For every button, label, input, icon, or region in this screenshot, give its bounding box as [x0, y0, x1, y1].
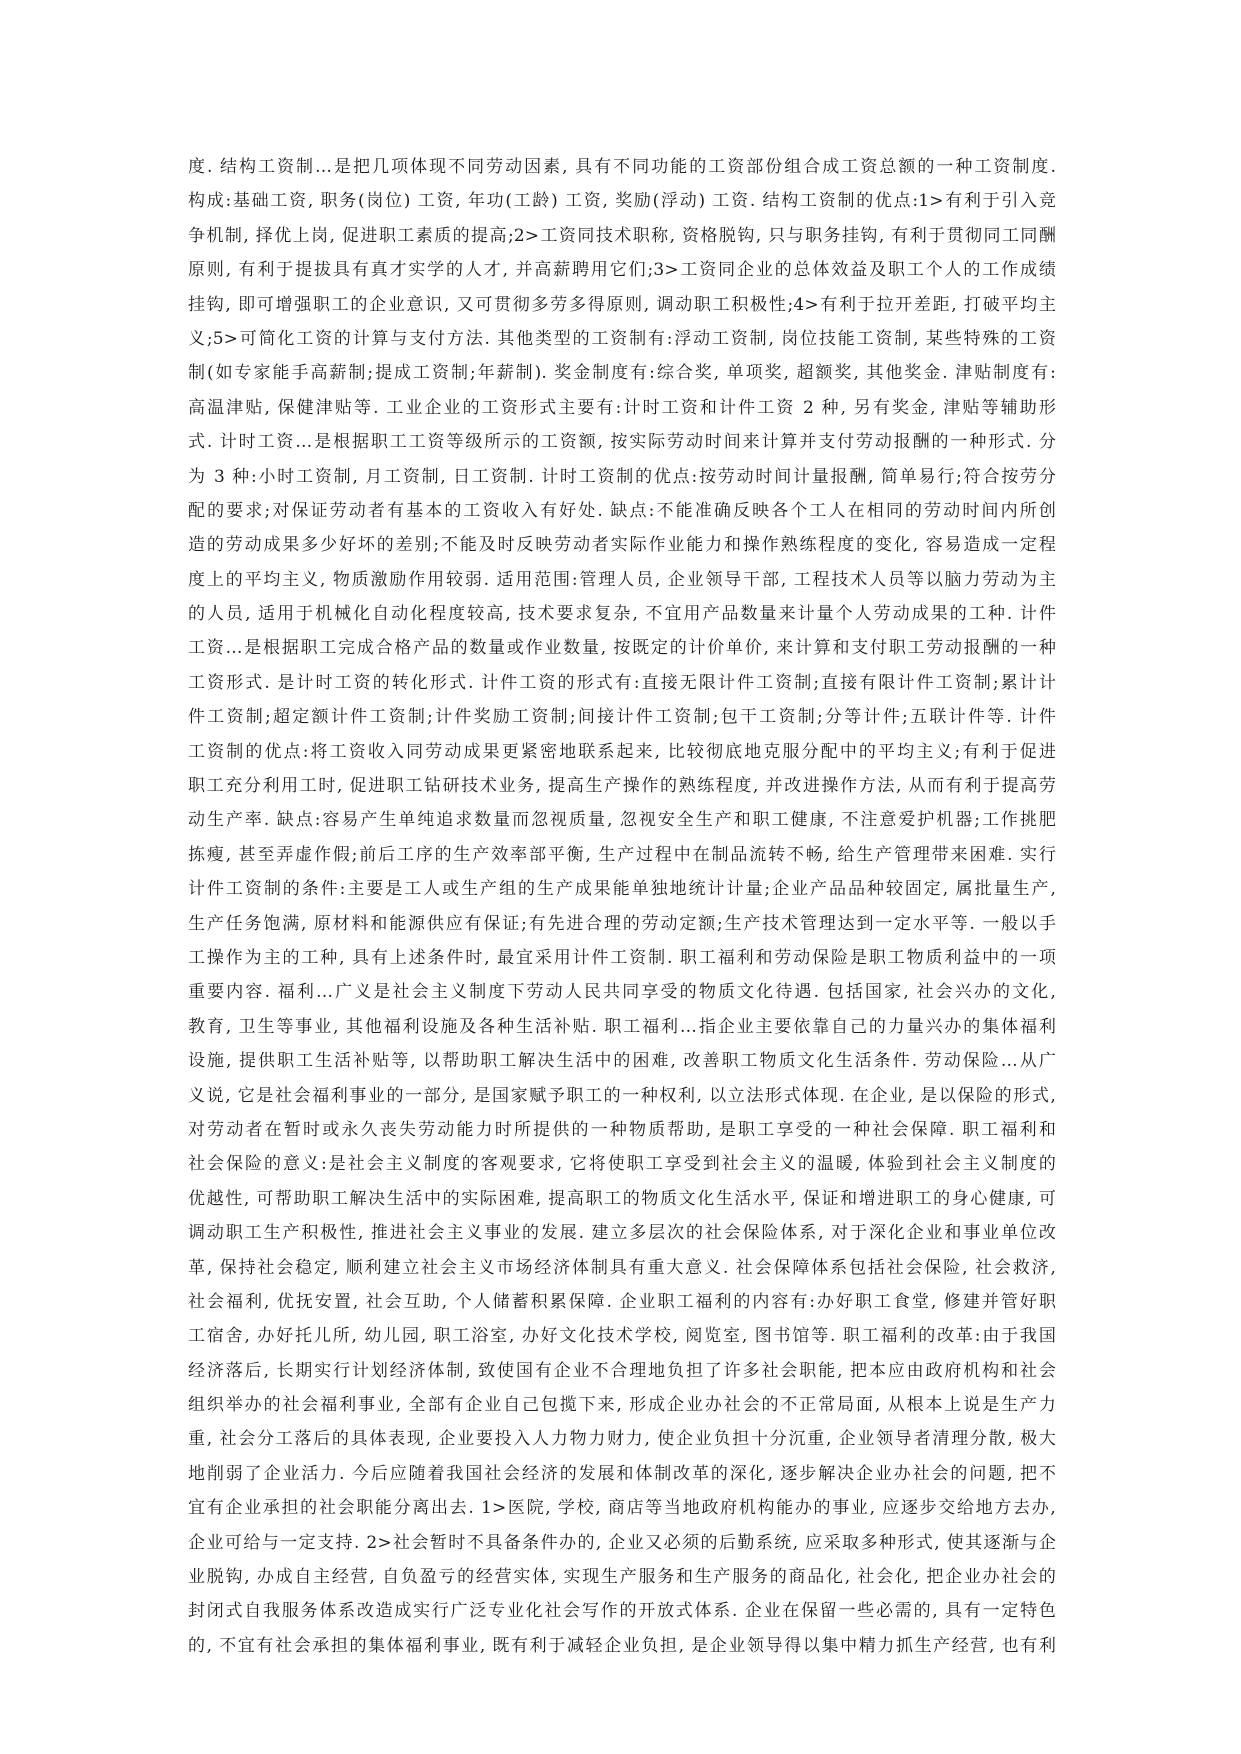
text-line: 调动职工生产积极性, 推进社会主义事业的发展. 建立多层次的社会保险体系, 对于深化企业和事业单位改 — [188, 1223, 1056, 1244]
text-line: 工资制的优点:将工资收入同劳动成果更紧密地联系起来, 比较彻底地克服分配中的平均主义;有利于促进 — [188, 741, 1056, 762]
text-line: 设施, 提供职工生活补贴等, 以帮助职工解决生活中的困难, 改善职工物质文化生活条件. 劳动保险…从广 — [188, 1051, 1056, 1072]
text-line: 工宿舍, 办好托儿所, 幼儿园, 职工浴室, 办好文化技术学校, 阅览室, 图书馆等. 职工福利的改革:由于我国 — [188, 1326, 1056, 1347]
text-line: 件工资制;超定额计件工资制;计件奖励工资制;间接计件工资制;包干工资制;分等计件;五联计件等. 计件 — [188, 707, 1056, 728]
text-line: 度上的平均主义, 物质激励作用较弱. 适用范围:管理人员, 企业领导干部, 工程技术人员等以脑力劳动为主 — [188, 569, 1056, 590]
text-line: 宜有企业承担的社会职能分离出去. 1>医院, 学校, 商店等当地政府机构能办的事业, 应逐步交给地方去办, — [188, 1498, 1056, 1519]
text-line: 制(如专家能手高薪制;提成工资制;年薪制). 奖金制度有:综合奖, 单项奖, 超额奖, 其他奖金. 津贴制度有: — [188, 363, 1056, 384]
text-line: 的, 不宜有社会承担的集体福利事业, 既有利于减轻企业负担, 是企业领导得以集中精力抓生产经营, 也有利 — [188, 1635, 1056, 1656]
text-line: 经济落后, 长期实行计划经济体制, 致使国有企业不合理地负担了许多社会职能, 把本应由政府机构和社会 — [188, 1360, 1056, 1381]
text-line: 重, 社会分工落后的具体表现, 企业要投入人力物力财力, 使企业负担十分沉重, 企业领导者清理分散, 极大 — [188, 1429, 1056, 1450]
text-line: 计件工资制的条件:主要是工人或生产组的生产成果能单独地统计计量;企业产品品种较固定, 属批量生产, — [188, 879, 1056, 900]
text-line: 争机制, 择优上岗, 促进职工素质的提高;2>工资同技术职称, 资格脱钩, 只与职务挂钩, 有利于贯彻同工同酬 — [188, 225, 1056, 246]
text-line: 式. 计时工资…是根据职工工资等级所示的工资额, 按实际劳动时间来计算并支付劳动报酬的一种形式. 分 — [188, 432, 1056, 453]
text-line: 地削弱了企业活力. 今后应随着我国社会经济的发展和体制改革的深化, 逐步解决企业办社会的问题, 把不 — [188, 1463, 1056, 1484]
text-line: 组织举办的社会福利事业, 全部有企业自己包揽下来, 形成企业办社会的不正常局面, 从根本上说是生产力 — [188, 1395, 1056, 1416]
text-line: 义;5>可简化工资的计算与支付方法. 其他类型的工资制有:浮动工资制, 岗位技能工资制, 某些特殊的工资 — [188, 328, 1056, 349]
text-line: 教育, 卫生等事业, 其他福利设施及各种生活补贴. 职工福利…指企业主要依靠自己的力量兴办的集体福利 — [188, 1016, 1056, 1037]
text-line: 构成:基础工资, 职务(岗位) 工资, 年功(工龄) 工资, 奖励(浮动) 工资. 结构工资制的优点:1>有利于引入竞 — [188, 191, 1056, 212]
text-line: 拣瘦, 甚至弄虚作假;前后工序的生产效率部平衡, 生产过程中在制品流转不畅, 给生产管理带来困难. 实行 — [188, 844, 1056, 865]
text-line: 高温津贴, 保健津贴等. 工业企业的工资形式主要有:计时工资和计件工资 2 种, 另有奖金, 津贴等辅助形 — [188, 397, 1056, 418]
text-line: 动生产率. 缺点:容易产生单纯追求数量而忽视质量, 忽视安全生产和职工健康, 不注意爱护机器;工作挑肥 — [188, 810, 1056, 831]
text-line: 社会福利, 优抚安置, 社会互助, 个人储蓄积累保障. 企业职工福利的内容有:办好职工食堂, 修建并管好职 — [188, 1291, 1056, 1312]
text-line: 挂钩, 即可增强职工的企业意识, 又可贯彻多劳多得原则, 调动职工积极性;4>有利于拉开差距, 打破平均主 — [188, 294, 1056, 315]
text-line: 度. 结构工资制…是把几项体现不同劳动因素, 具有不同功能的工资部份组合成工资总额的一种工资制度. — [188, 157, 1056, 177]
text-line: 工资…是根据职工完成合格产品的数量或作业数量, 按既定的计价单价, 来计算和支付职工劳动报酬的一种 — [188, 638, 1056, 659]
text-line: 造的劳动成果多少好坏的差别;不能及时反映劳动者实际作业能力和操作熟练程度的变化, 容易造成一定程 — [188, 535, 1056, 556]
text-line: 业脱钩, 办成自主经营, 自负盈亏的经营实体, 实现生产服务和生产服务的商品化, 社会化, 把企业办社会的 — [188, 1567, 1056, 1588]
text-line: 企业可给与一定支持. 2>社会暂时不具备条件办的, 企业又必须的后勤系统, 应采取多种形式, 使其逐渐与企 — [188, 1532, 1056, 1553]
text-line: 为 3 种:小时工资制, 月工资制, 日工资制. 计时工资制的优点:按劳动时间计量报酬, 简单易行;符合按劳分 — [188, 466, 1056, 487]
text-line: 原则, 有利于提拔具有真才实学的人才, 并高薪聘用它们;3>工资同企业的总体效益及职工个人的工作成绩 — [188, 260, 1056, 281]
text-line: 封闭式自我服务体系改造成实行广泛专业化社会写作的开放式体系. 企业在保留一些必需的, 具有一定特色 — [188, 1601, 1056, 1622]
text-line: 对劳动者在暂时或永久丧失劳动能力时所提供的一种物质帮助, 是职工享受的一种社会保障. 职工福利和 — [188, 1119, 1056, 1140]
text-line: 生产任务饱满, 原材料和能源供应有保证;有先进合理的劳动定额;生产技术管理达到一定水平等. 一般以手 — [188, 913, 1056, 934]
text-line: 优越性, 可帮助职工解决生活中的实际困难, 提高职工的物质文化生活水平, 保证和增进职工的身心健康, 可 — [188, 1188, 1056, 1209]
text-line: 工资形式. 是计时工资的转化形式. 计件工资的形式有:直接无限计件工资制;直接有限计件工资制;累计计 — [188, 672, 1056, 693]
text-line: 配的要求;对保证劳动者有基本的工资收入有好处. 缺点:不能准确反映各个工人在相同的劳动时间内所创 — [188, 500, 1056, 521]
text-line: 的人员, 适用于机械化自动化程度较高, 技术要求复杂, 不宜用产品数量来计量个人劳动成果的工种. 计件 — [188, 604, 1056, 625]
text-line: 社会保险的意义:是社会主义制度的客观要求, 它将使职工享受到社会主义的温暖, 体验到社会主义制度的 — [188, 1154, 1056, 1175]
text-line: 重要内容. 福利…广义是社会主义制度下劳动人民共同享受的物质文化待遇. 包括国家, 社会兴办的文化, — [188, 982, 1056, 1003]
text-line: 工操作为主的工种, 具有上述条件时, 最宜采用计件工资制. 职工福利和劳动保险是职工物质利益中的一项 — [188, 947, 1056, 968]
text-line: 职工充分利用工时, 促进职工钻研技术业务, 提高生产操作的熟练程度, 并改进操作方法, 从而有利于提高劳 — [188, 776, 1056, 797]
document-page — [188, 150, 1056, 1663]
text-line: 革, 保持社会稳定, 顺利建立社会主义市场经济体制具有重大意义. 社会保障体系包括社会保险, 社会救济, — [188, 1257, 1056, 1278]
text-line: 义说, 它是社会福利事业的一部分, 是国家赋予职工的一种权利, 以立法形式体现. 在企业, 是以保险的形式, — [188, 1085, 1056, 1106]
